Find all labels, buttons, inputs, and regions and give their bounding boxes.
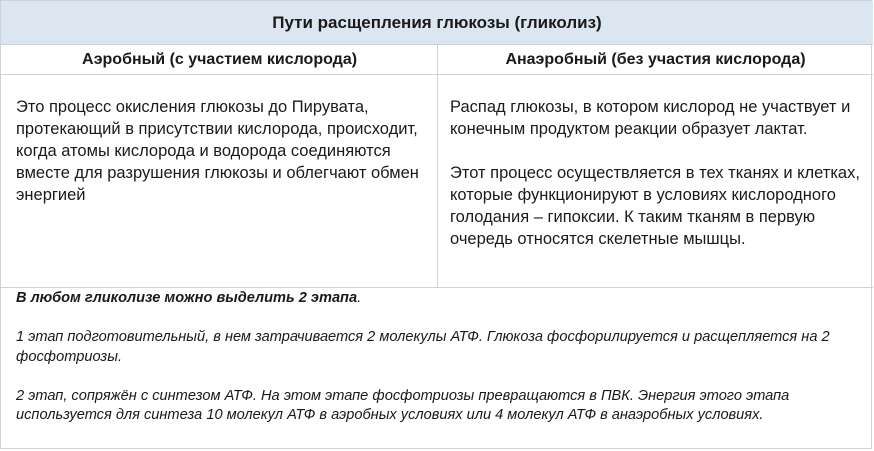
stages-intro-bold: В любом гликолизе можно выделить 2 этапа — [16, 290, 358, 306]
stage-1-text: 1 этап подготовительный, в нем затрачивается 2 молекулы АТФ. Глюкоза фосфорилируется и расщепляется на 2 фосфотриозы. — [16, 329, 830, 365]
anaerobic-description — [450, 96, 868, 250]
stages-intro-tail: . — [357, 290, 362, 306]
stage-2-text: 2 этап, сопряжён с синтезом АТФ. На этом этапе фосфотриозы превращаются в ПВК. Энергия этого этапа используется для синтеза 10 молекул АТФ в аэробных условиях или 4 молекул АТФ в анаэробных условиях. — [16, 387, 790, 423]
table-title: Пути расщепления глюкозы (гликолиз) — [1, 1, 873, 45]
anaerobic-paragraph-1: Распад глюкозы, в котором кислород не участвует и конечным продуктом реакции образует лактат. — [450, 98, 851, 138]
aerobic-header: Аэробный (с участием кислорода) — [81, 51, 358, 68]
row-divider — [1, 287, 873, 288]
stages-intro — [16, 289, 866, 309]
anaerobic-paragraph-2: Этот процесс осуществляется в тех тканях и клетках, которые функционируют в условиях кислородного голодания – гипоксии. К таким тканям в первую очередь относятся скелетные мышцы. — [450, 164, 860, 248]
stages-section — [16, 289, 866, 426]
anaerobic-header: Анаэробный (без участия кислорода) — [505, 51, 806, 68]
column-divider — [437, 45, 438, 288]
aerobic-description: Это процесс окисления глюкозы до Пирувата, протекающий в присутствии кислорода, происходит, когда атомы кислорода и водорода соединяются вместе для разрушения глюкозы и облегчают обмен энергией — [16, 98, 419, 204]
